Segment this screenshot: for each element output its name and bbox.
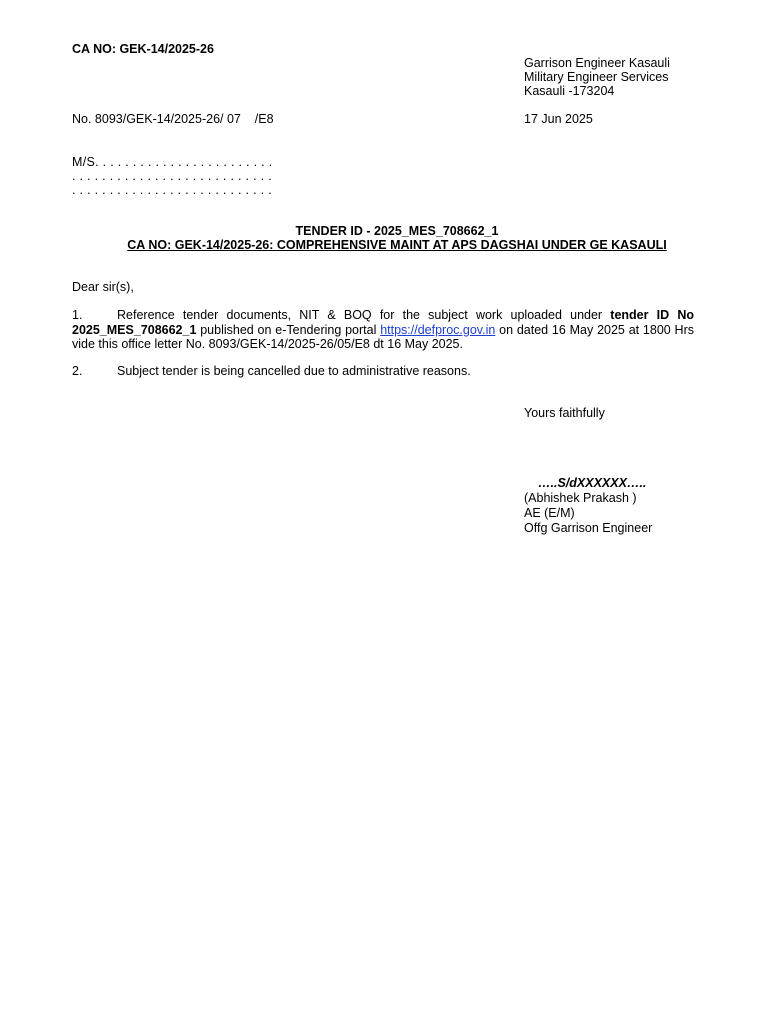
- paragraph-1-text-c: on dated 16 May 2025 at 1800 Hrs vide this office letter No. 8093/GEK-14/2025-26/05/E8 dt 16 May 2025.: [72, 322, 694, 351]
- address-line-1: Garrison Engineer Kasauli: [524, 56, 670, 70]
- paragraph-2: [72, 364, 694, 379]
- signatory-rank: AE (E/M): [524, 506, 575, 520]
- subject-text: CA NO: GEK-14/2025-26: COMPREHENSIVE MAINT AT APS DAGSHAI UNDER GE KASAULI: [127, 238, 667, 252]
- signature-block: [524, 476, 652, 536]
- signatory-name: (Abhishek Prakash ): [524, 491, 637, 505]
- signature-mark: …..S/dXXXXXX…..: [538, 476, 647, 490]
- recipient-line-3: . . . . . . . . . . . . . . . . . . . . . . . . . . .: [72, 183, 272, 197]
- paragraph-1-text-a: Reference tender documents, NIT & BOQ for the subject work uploaded under: [117, 308, 611, 322]
- subject-tender-id: TENDER ID - 2025_MES_708662_1: [295, 224, 499, 238]
- recipient-block: [72, 155, 272, 197]
- paragraph-2-number: 2.: [72, 364, 83, 378]
- address-line-2: Military Engineer Services: [524, 70, 669, 84]
- closing: Yours faithfully: [524, 406, 605, 420]
- salutation: Dear sir(s),: [72, 280, 134, 294]
- subject-line: [72, 238, 722, 252]
- ca-number: CA NO: GEK-14/2025-26: [72, 42, 214, 56]
- paragraph-1: [72, 308, 694, 352]
- letter-date: 17 Jun 2025: [524, 112, 593, 126]
- sender-address: [524, 56, 670, 98]
- address-line-3: Kasauli -173204: [524, 84, 615, 98]
- recipient-line-2: . . . . . . . . . . . . . . . . . . . . . . . . . . .: [72, 169, 272, 183]
- reference-number: No. 8093/GEK-14/2025-26/ 07 /E8: [72, 112, 274, 126]
- paragraph-1-text-b: published on e-Tendering portal: [196, 322, 381, 337]
- paragraph-1-tender-id: tender ID No 2025_MES_708662_1: [72, 308, 695, 337]
- recipient-line-1: M/S. . . . . . . . . . . . . . . . . . . . . . . .: [72, 155, 273, 169]
- defproc-link[interactable]: https://defproc.gov.in: [380, 322, 496, 337]
- signatory-designation: Offg Garrison Engineer: [524, 521, 653, 535]
- paragraph-1-number: 1.: [72, 308, 83, 322]
- paragraph-2-text: Subject tender is being cancelled due to administrative reasons.: [117, 364, 471, 378]
